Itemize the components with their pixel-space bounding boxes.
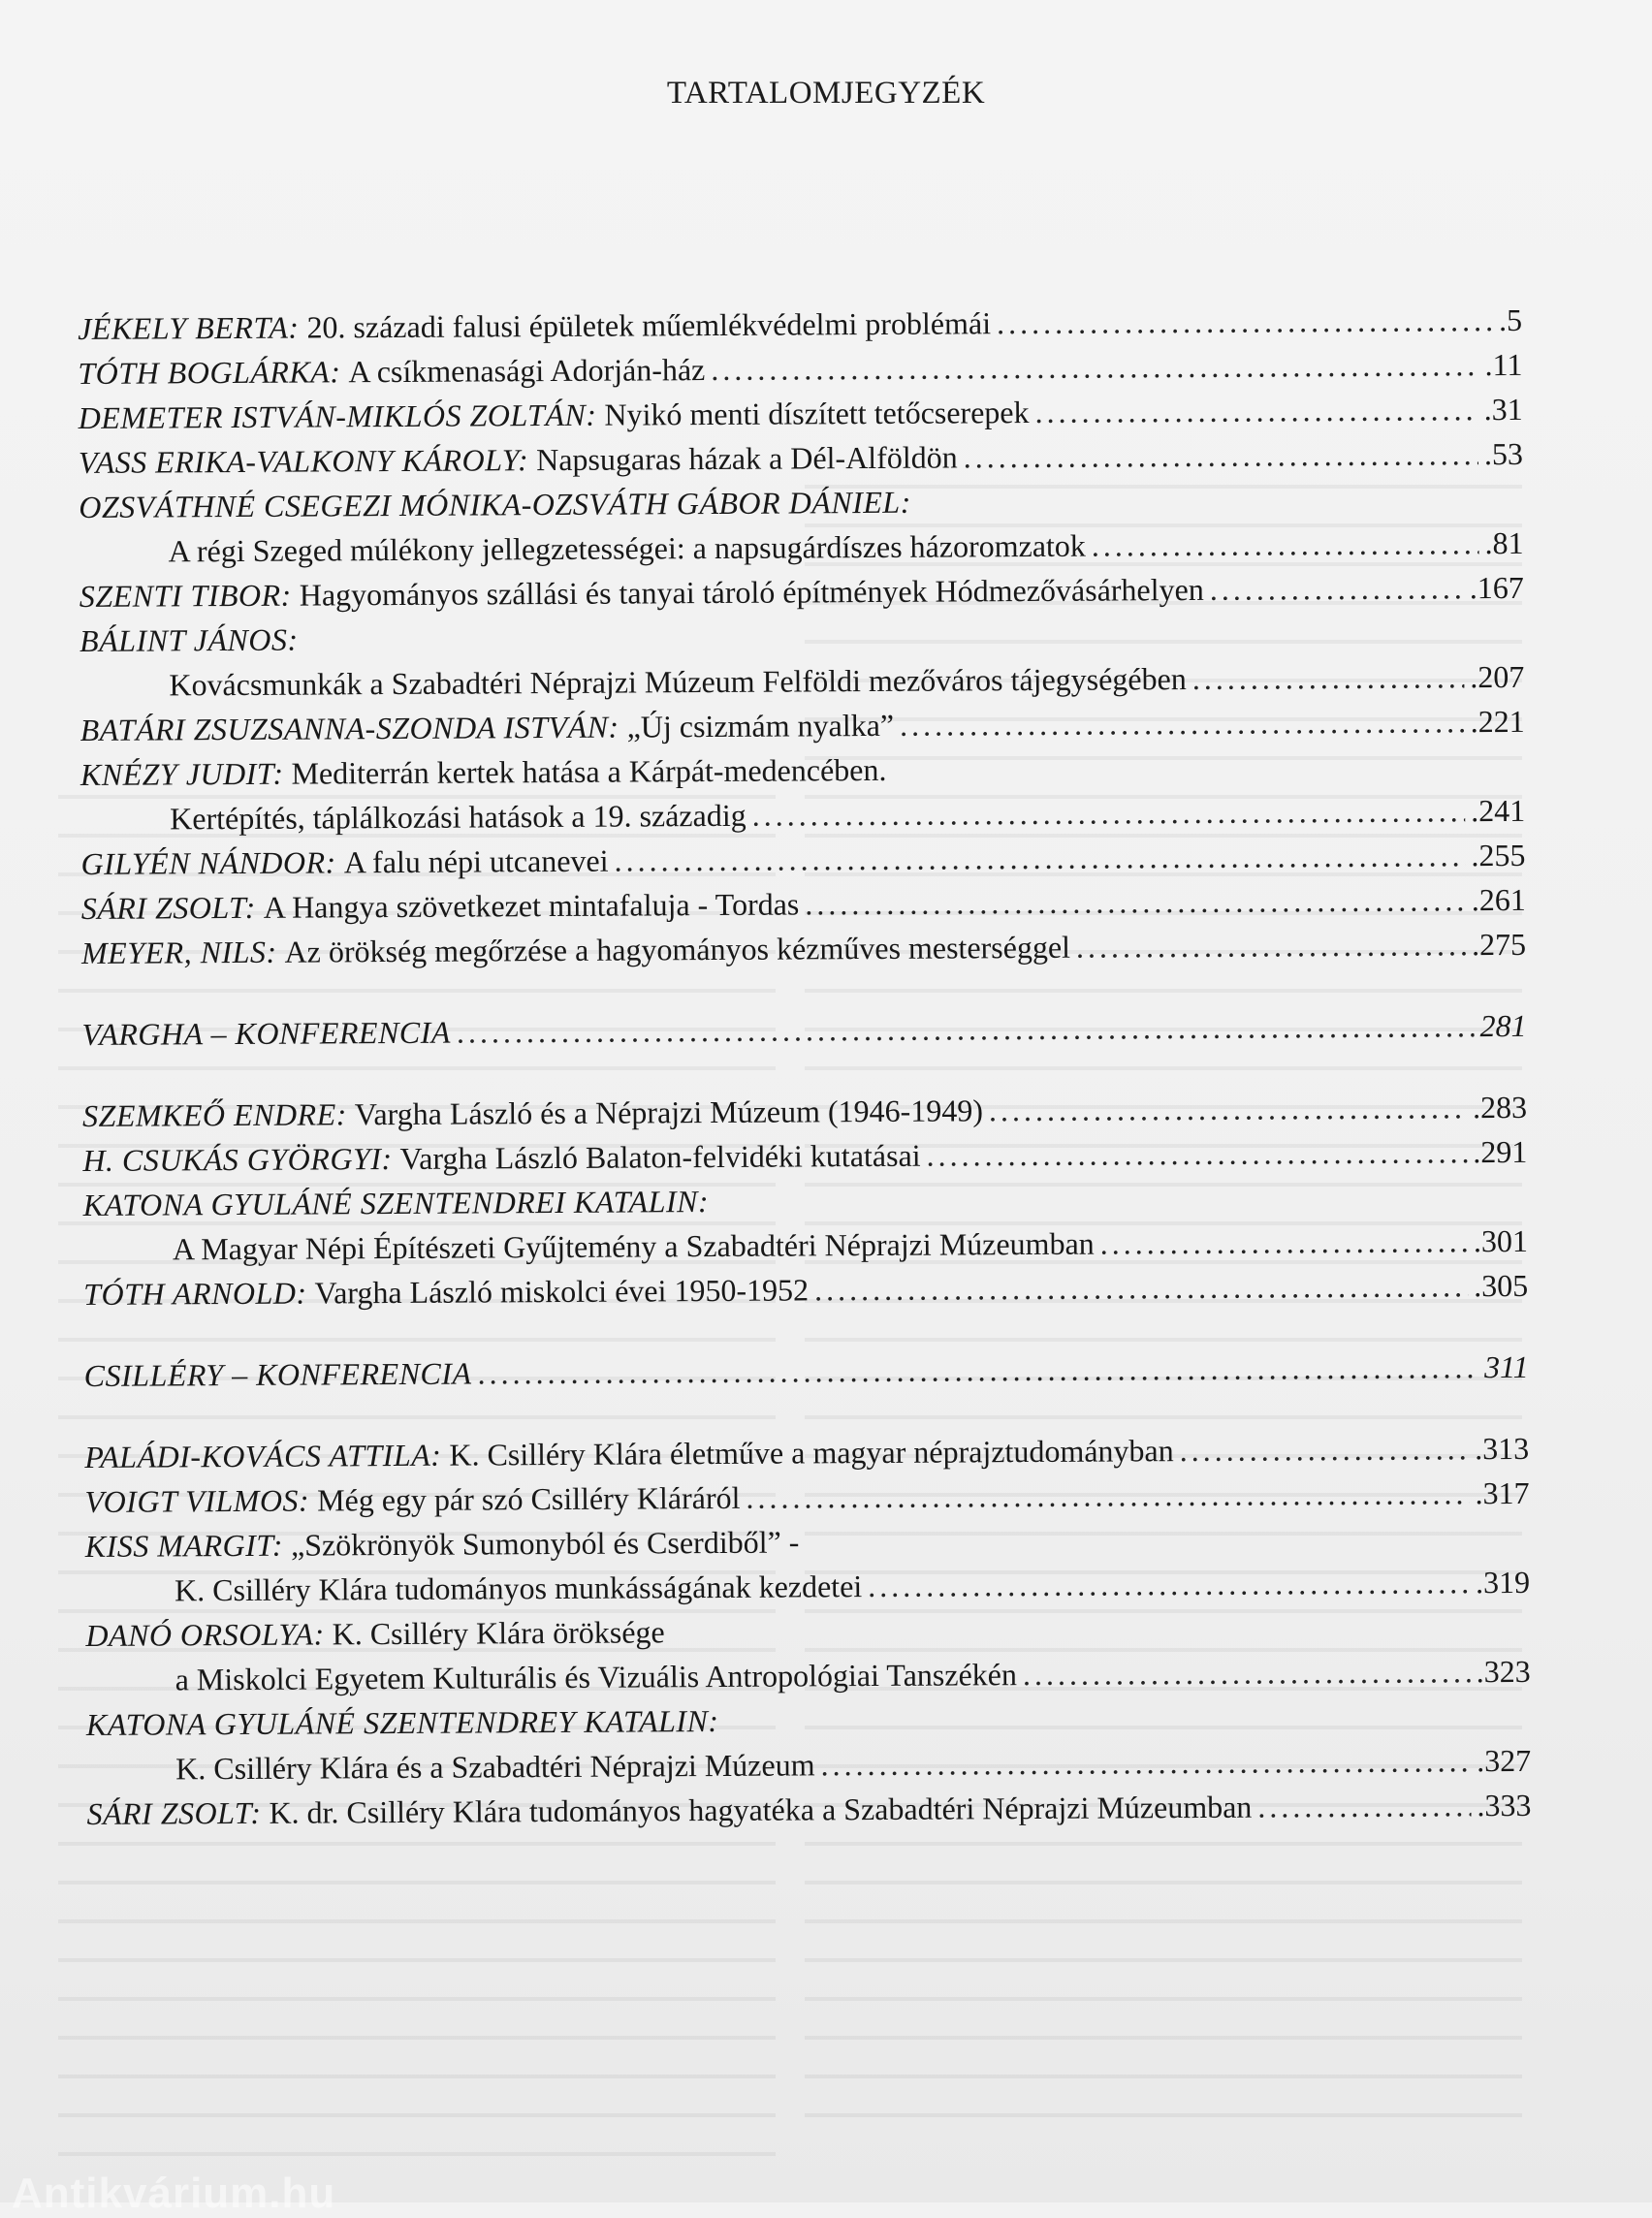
- toc-page-number: .53: [1483, 435, 1524, 472]
- toc-author: JÉKELY BERTA:: [78, 309, 300, 346]
- toc-section-title: VARGHA – KONFERENCIA: [81, 1014, 452, 1052]
- toc-title: Még egy pár szó Csilléry Kláráról: [317, 1479, 741, 1518]
- toc-title: „Szökrönyök Sumonyból és Cserdiből” -: [290, 1524, 800, 1563]
- toc-page-number: .301: [1473, 1222, 1529, 1259]
- toc-author: VOIGT VILMOS:: [84, 1482, 310, 1519]
- toc-title: A Hangya szövetkezet mintafaluja - Tordas: [263, 886, 800, 925]
- toc-page-number: .317: [1475, 1474, 1530, 1511]
- toc-author: KNÉZY JUDIT:: [79, 755, 284, 792]
- toc-page-number: .313: [1475, 1430, 1530, 1467]
- toc-page-number: 311: [1483, 1348, 1529, 1385]
- toc-leader-dots: [1092, 521, 1479, 567]
- toc-leader-dots: [814, 1263, 1468, 1312]
- toc-page-number: .319: [1475, 1564, 1531, 1600]
- toc-title: Hagyományos szállási és tanyai tároló építmények Hódmezővásárhelyen: [299, 571, 1204, 613]
- toc-title: A Magyar Népi Építészeti Gyűjtemény a Szabadtéri Néprajzi Múzeumban: [172, 1225, 1095, 1267]
- toc-leader-dots: [1034, 387, 1477, 434]
- toc-page-number: .327: [1477, 1742, 1532, 1779]
- toc-page-number: .5: [1499, 301, 1523, 338]
- toc-author: H. CSUKÁS GYÖRGYI:: [82, 1141, 393, 1178]
- toc-author: SZENTI TIBOR:: [79, 577, 292, 614]
- toc-author: SZEMKEŐ ENDRE:: [81, 1096, 347, 1133]
- toc-author: OZSVÁTHNÉ CSEGEZI MÓNIKA-OZSVÁTH GÁBOR DÁNIEL:: [79, 484, 911, 524]
- toc-page-number: .323: [1476, 1653, 1531, 1690]
- toc-author: TÓTH ARNOLD:: [83, 1275, 307, 1312]
- toc-author: VASS ERIKA-VALKONY KÁROLY:: [78, 442, 529, 480]
- toc-entry[interactable]: [81, 922, 1526, 975]
- toc-author: BÁLINT JÁNOS:: [79, 621, 299, 658]
- toc-leader-dots: [1210, 565, 1464, 612]
- toc-leader-dots: [868, 1560, 1470, 1608]
- toc-title: A régi Szeged múlékony jellegzetességei: a napsugárdíszes házoromzatok: [168, 527, 1086, 569]
- toc-leader-dots: [1180, 1426, 1470, 1473]
- toc-entry[interactable]: [83, 1263, 1528, 1316]
- toc-title: Mediterrán kertek hatása a Kárpát-medencében.: [291, 751, 887, 791]
- toc-page-number: .221: [1470, 703, 1525, 740]
- toc-author: KATONA GYULÁNÉ SZENTENDREY KATALIN:: [85, 1702, 719, 1742]
- toc-leader-dots: [711, 342, 1479, 392]
- toc-leader-dots: [1100, 1219, 1468, 1265]
- toc-title: Kovácsmunkák a Szabadtéri Néprajzi Múzeum Felföldi mezőváros tájegységében: [169, 661, 1187, 703]
- toc-author: TÓTH BOGLÁRKA:: [78, 354, 341, 391]
- toc-page-number: .255: [1471, 837, 1526, 873]
- toc-title: Vargha László miskolci évei 1950-1952: [314, 1272, 810, 1311]
- toc-leader-dots: [457, 1003, 1475, 1054]
- toc-leader-dots: [1192, 654, 1465, 701]
- toc-leader-dots: [752, 788, 1466, 837]
- toc-leader-dots: [997, 298, 1493, 345]
- toc-leader-dots: [964, 431, 1479, 479]
- toc-title: Az örökség megőrzése a hagyományos kézműves mesterséggel: [284, 929, 1071, 969]
- toc-page-number: .283: [1472, 1089, 1528, 1125]
- toc-leader-dots: [1023, 1649, 1471, 1696]
- toc-title: Vargha László és a Néprajzi Múzeum (1946-1949): [354, 1093, 984, 1132]
- toc-leader-dots: [989, 1085, 1467, 1132]
- toc-page-number: .11: [1484, 346, 1523, 383]
- toc-leader-dots: [820, 1738, 1471, 1787]
- toc-title: „Új csizmám nyalka”: [626, 707, 895, 745]
- toc-title: K. Csilléry Klára és a Szabadtéri Néprajzi Múzeum: [175, 1747, 815, 1787]
- toc-entry[interactable]: [86, 1783, 1531, 1836]
- toc-leader-dots: [614, 833, 1465, 882]
- toc-author: GILYÉN NÁNDOR:: [80, 844, 336, 881]
- toc-author: SÁRI ZSOLT:: [86, 1794, 262, 1831]
- toc-section-title: CSILLÉRY – KONFERENCIA: [83, 1355, 472, 1393]
- toc-author: DANÓ ORSOLYA:: [85, 1616, 325, 1653]
- toc-author: DEMETER ISTVÁN-MIKLÓS ZOLTÁN:: [78, 396, 597, 435]
- toc-leader-dots: [900, 699, 1465, 747]
- toc-title: 20. századi falusi épületek műemlékvédelmi problémái: [306, 305, 992, 345]
- table-of-contents: [78, 298, 1532, 1831]
- toc-leader-dots: [746, 1471, 1469, 1520]
- toc-author: BATÁRI ZSUZSANNA-SZONDA ISTVÁN:: [79, 709, 620, 747]
- toc-page-number: 281: [1479, 1007, 1527, 1044]
- toc-leader-dots: [926, 1129, 1467, 1177]
- toc-leader-dots: [1257, 1783, 1471, 1828]
- toc-title: K. Csilléry Klára öröksége: [332, 1614, 665, 1652]
- toc-title: Vargha László Balaton-felvidéki kutatásai: [399, 1137, 921, 1176]
- toc-page-number: .167: [1469, 569, 1524, 606]
- toc-title: Nyikó menti díszített tetőcserepek: [604, 395, 1030, 432]
- toc-leader-dots: [1076, 922, 1466, 968]
- toc-leader-dots: [805, 877, 1466, 926]
- toc-page-number: .207: [1470, 658, 1525, 695]
- toc-author: KISS MARGIT:: [84, 1527, 284, 1564]
- toc-page-number: .291: [1473, 1133, 1528, 1170]
- toc-title: K. dr. Csilléry Klára tudományos hagyatéka a Szabadtéri Néprajzi Múzeumban: [269, 1789, 1253, 1830]
- toc-page-number: .275: [1471, 926, 1527, 963]
- page-title: TARTALOMJEGYZÉK: [666, 76, 986, 111]
- toc-page-number: .261: [1471, 881, 1526, 918]
- toc-title: Napsugaras házak a Dél-Alföldön: [536, 439, 958, 478]
- toc-page-number: .333: [1477, 1787, 1532, 1823]
- toc-page-number: .241: [1471, 792, 1526, 829]
- toc-author: PALÁDI-KOVÁCS ATTILA:: [84, 1437, 442, 1474]
- watermark: Antikvárium.hu: [12, 2170, 336, 2217]
- toc-page-number: .81: [1484, 524, 1524, 561]
- toc-page-number: .31: [1483, 391, 1523, 428]
- toc-title: A csíkmenasági Adorján-ház: [348, 352, 706, 390]
- toc-author: KATONA GYULÁNÉ SZENTENDREI KATALIN:: [82, 1184, 710, 1222]
- toc-section-csillery[interactable]: [84, 1345, 1529, 1398]
- toc-title: Kertépítés, táplálkozási hatások a 19. századig: [170, 797, 747, 837]
- toc-author: SÁRI ZSOLT:: [80, 889, 256, 926]
- toc-section-vargha[interactable]: [81, 1003, 1526, 1057]
- toc-leader-dots: [477, 1345, 1478, 1395]
- toc-page-number: .305: [1474, 1267, 1529, 1304]
- toc-title: K. Csilléry Klára tudományos munkásságának kezdetei: [174, 1568, 863, 1608]
- toc-title: a Miskolci Egyetem Kulturális és Vizuális Antropológiai Tanszékén: [175, 1657, 1018, 1697]
- toc-author: MEYER, NILS:: [80, 934, 277, 970]
- toc-title: K. Csilléry Klára életműve a magyar néprajztudományban: [449, 1433, 1174, 1473]
- toc-title: A falu népi utcanevei: [343, 842, 609, 880]
